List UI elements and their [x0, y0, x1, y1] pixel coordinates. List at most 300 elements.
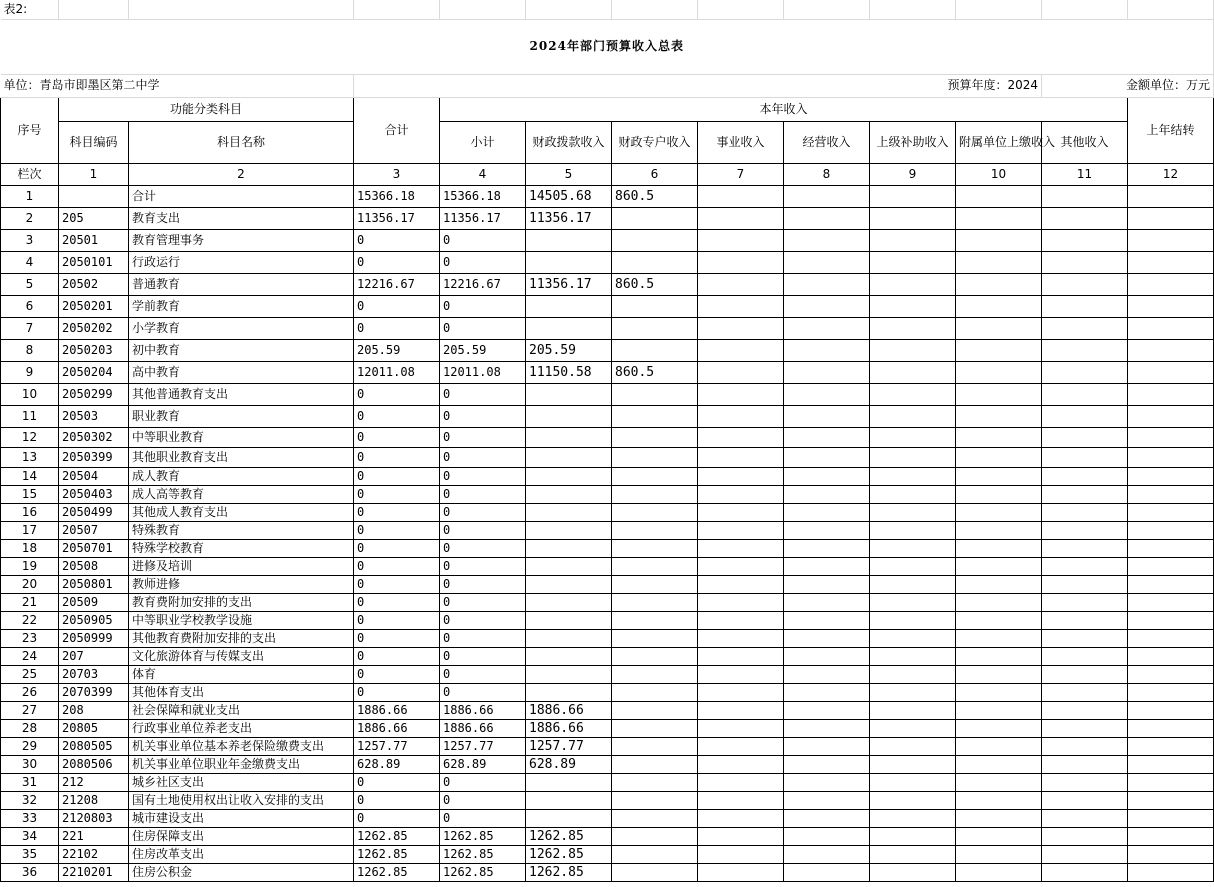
- row-fiscal-special[interactable]: [612, 593, 698, 611]
- row-code[interactable]: 20507: [59, 521, 129, 539]
- row-empty-cell[interactable]: [1128, 665, 1214, 683]
- row-seq[interactable]: 20: [1, 575, 59, 593]
- row-empty-cell[interactable]: [956, 185, 1042, 207]
- row-empty-cell[interactable]: [1042, 593, 1128, 611]
- row-fiscal-appropriation[interactable]: [526, 521, 612, 539]
- row-empty-cell[interactable]: [870, 701, 956, 719]
- row-seq[interactable]: 14: [1, 467, 59, 485]
- row-empty-cell[interactable]: [784, 539, 870, 557]
- row-total[interactable]: 0: [354, 593, 440, 611]
- row-fiscal-appropriation[interactable]: 1262.85: [526, 863, 612, 881]
- row-empty-cell[interactable]: [698, 295, 784, 317]
- row-code[interactable]: 2050204: [59, 361, 129, 383]
- row-seq[interactable]: 3: [1, 229, 59, 251]
- row-empty-cell[interactable]: [698, 539, 784, 557]
- row-fiscal-special[interactable]: [612, 629, 698, 647]
- row-empty-cell[interactable]: [698, 427, 784, 447]
- row-empty-cell[interactable]: [698, 503, 784, 521]
- row-fiscal-appropriation[interactable]: [526, 683, 612, 701]
- row-empty-cell[interactable]: [698, 317, 784, 339]
- row-empty-cell[interactable]: [956, 383, 1042, 405]
- row-name[interactable]: 教师进修: [129, 575, 354, 593]
- row-empty-cell[interactable]: [956, 295, 1042, 317]
- row-name[interactable]: 机关事业单位基本养老保险缴费支出: [129, 737, 354, 755]
- row-fiscal-special[interactable]: [612, 539, 698, 557]
- row-code[interactable]: 2120803: [59, 809, 129, 827]
- row-subtotal[interactable]: 1262.85: [440, 863, 526, 881]
- row-total[interactable]: 0: [354, 503, 440, 521]
- row-empty-cell[interactable]: [1128, 521, 1214, 539]
- row-seq[interactable]: 15: [1, 485, 59, 503]
- row-empty-cell[interactable]: [870, 827, 956, 845]
- row-empty-cell[interactable]: [1128, 737, 1214, 755]
- row-empty-cell[interactable]: [870, 503, 956, 521]
- row-empty-cell[interactable]: [784, 317, 870, 339]
- row-empty-cell[interactable]: [870, 361, 956, 383]
- row-empty-cell[interactable]: [784, 427, 870, 447]
- row-seq[interactable]: 5: [1, 273, 59, 295]
- row-empty-cell[interactable]: [1042, 719, 1128, 737]
- row-fiscal-appropriation[interactable]: [526, 665, 612, 683]
- row-empty-cell[interactable]: [698, 593, 784, 611]
- row-seq[interactable]: 11: [1, 405, 59, 427]
- row-code[interactable]: 20703: [59, 665, 129, 683]
- row-empty-cell[interactable]: [698, 701, 784, 719]
- row-empty-cell[interactable]: [784, 575, 870, 593]
- row-empty-cell[interactable]: [1128, 557, 1214, 575]
- row-fiscal-appropriation[interactable]: [526, 427, 612, 447]
- row-empty-cell[interactable]: [1042, 755, 1128, 773]
- row-fiscal-appropriation[interactable]: [526, 791, 612, 809]
- row-empty-cell[interactable]: [1128, 317, 1214, 339]
- row-fiscal-special[interactable]: [612, 317, 698, 339]
- row-total[interactable]: 0: [354, 773, 440, 791]
- row-empty-cell[interactable]: [784, 361, 870, 383]
- row-empty-cell[interactable]: [870, 773, 956, 791]
- row-code[interactable]: 20501: [59, 229, 129, 251]
- row-empty-cell[interactable]: [698, 339, 784, 361]
- row-name[interactable]: 教育费附加安排的支出: [129, 593, 354, 611]
- row-code[interactable]: 2050203: [59, 339, 129, 361]
- row-empty-cell[interactable]: [1042, 647, 1128, 665]
- row-empty-cell[interactable]: [1042, 791, 1128, 809]
- row-empty-cell[interactable]: [1128, 503, 1214, 521]
- row-empty-cell[interactable]: [1042, 229, 1128, 251]
- row-empty-cell[interactable]: [956, 251, 1042, 273]
- row-name[interactable]: 体育: [129, 665, 354, 683]
- row-subtotal[interactable]: 11356.17: [440, 207, 526, 229]
- row-empty-cell[interactable]: [956, 273, 1042, 295]
- row-seq[interactable]: 22: [1, 611, 59, 629]
- row-empty-cell[interactable]: [870, 809, 956, 827]
- row-empty-cell[interactable]: [1128, 647, 1214, 665]
- row-fiscal-special[interactable]: [612, 557, 698, 575]
- row-empty-cell[interactable]: [1128, 773, 1214, 791]
- row-empty-cell[interactable]: [1042, 827, 1128, 845]
- row-name[interactable]: 高中教育: [129, 361, 354, 383]
- row-empty-cell[interactable]: [1042, 701, 1128, 719]
- row-subtotal[interactable]: 1262.85: [440, 845, 526, 863]
- row-total[interactable]: 0: [354, 521, 440, 539]
- row-name[interactable]: 机关事业单位职业年金缴费支出: [129, 755, 354, 773]
- row-total[interactable]: 0: [354, 611, 440, 629]
- row-empty-cell[interactable]: [784, 647, 870, 665]
- row-empty-cell[interactable]: [1042, 317, 1128, 339]
- row-fiscal-special[interactable]: [612, 719, 698, 737]
- row-total[interactable]: 0: [354, 629, 440, 647]
- row-fiscal-appropriation[interactable]: [526, 317, 612, 339]
- row-empty-cell[interactable]: [784, 295, 870, 317]
- row-empty-cell[interactable]: [870, 229, 956, 251]
- row-fiscal-special[interactable]: [612, 383, 698, 405]
- row-empty-cell[interactable]: [1042, 773, 1128, 791]
- row-total[interactable]: 0: [354, 683, 440, 701]
- row-fiscal-appropriation[interactable]: 1262.85: [526, 845, 612, 863]
- row-empty-cell[interactable]: [1042, 427, 1128, 447]
- row-empty-cell[interactable]: [698, 863, 784, 881]
- row-fiscal-appropriation[interactable]: [526, 229, 612, 251]
- row-fiscal-special[interactable]: [612, 251, 698, 273]
- row-empty-cell[interactable]: [784, 405, 870, 427]
- row-code[interactable]: 2050299: [59, 383, 129, 405]
- row-empty-cell[interactable]: [784, 827, 870, 845]
- row-total[interactable]: 0: [354, 575, 440, 593]
- row-seq[interactable]: 18: [1, 539, 59, 557]
- row-subtotal[interactable]: 0: [440, 665, 526, 683]
- row-empty-cell[interactable]: [698, 185, 784, 207]
- row-name[interactable]: 成人教育: [129, 467, 354, 485]
- row-empty-cell[interactable]: [698, 383, 784, 405]
- row-empty-cell[interactable]: [1042, 447, 1128, 467]
- row-empty-cell[interactable]: [784, 273, 870, 295]
- row-empty-cell[interactable]: [784, 467, 870, 485]
- row-code[interactable]: 20509: [59, 593, 129, 611]
- row-empty-cell[interactable]: [784, 447, 870, 467]
- row-empty-cell[interactable]: [956, 361, 1042, 383]
- row-seq[interactable]: 1: [1, 185, 59, 207]
- row-empty-cell[interactable]: [956, 809, 1042, 827]
- row-empty-cell[interactable]: [870, 539, 956, 557]
- row-total[interactable]: 1262.85: [354, 827, 440, 845]
- row-total[interactable]: 1262.85: [354, 845, 440, 863]
- row-empty-cell[interactable]: [956, 339, 1042, 361]
- row-empty-cell[interactable]: [698, 361, 784, 383]
- row-seq[interactable]: 13: [1, 447, 59, 467]
- row-empty-cell[interactable]: [698, 405, 784, 427]
- row-fiscal-appropriation[interactable]: 14505.68: [526, 185, 612, 207]
- row-empty-cell[interactable]: [1128, 683, 1214, 701]
- row-empty-cell[interactable]: [956, 827, 1042, 845]
- row-empty-cell[interactable]: [1042, 467, 1128, 485]
- row-empty-cell[interactable]: [1128, 575, 1214, 593]
- row-seq[interactable]: 8: [1, 339, 59, 361]
- row-seq[interactable]: 25: [1, 665, 59, 683]
- row-empty-cell[interactable]: [698, 719, 784, 737]
- row-name[interactable]: 住房保障支出: [129, 827, 354, 845]
- row-name[interactable]: 其他体育支出: [129, 683, 354, 701]
- row-fiscal-appropriation[interactable]: [526, 809, 612, 827]
- row-empty-cell[interactable]: [784, 611, 870, 629]
- row-name[interactable]: 城乡社区支出: [129, 773, 354, 791]
- row-empty-cell[interactable]: [698, 773, 784, 791]
- row-code[interactable]: 2080506: [59, 755, 129, 773]
- row-fiscal-special[interactable]: [612, 845, 698, 863]
- row-empty-cell[interactable]: [1042, 503, 1128, 521]
- row-total[interactable]: 0: [354, 485, 440, 503]
- row-empty-cell[interactable]: [956, 845, 1042, 863]
- row-seq[interactable]: 27: [1, 701, 59, 719]
- row-empty-cell[interactable]: [1042, 629, 1128, 647]
- row-empty-cell[interactable]: [1128, 827, 1214, 845]
- row-seq[interactable]: 29: [1, 737, 59, 755]
- row-empty-cell[interactable]: [1128, 485, 1214, 503]
- row-empty-cell[interactable]: [1042, 809, 1128, 827]
- row-subtotal[interactable]: 0: [440, 447, 526, 467]
- row-name[interactable]: 中等职业学校教学设施: [129, 611, 354, 629]
- row-fiscal-appropriation[interactable]: [526, 539, 612, 557]
- row-empty-cell[interactable]: [956, 317, 1042, 339]
- row-fiscal-appropriation[interactable]: [526, 447, 612, 467]
- row-subtotal[interactable]: 0: [440, 593, 526, 611]
- row-subtotal[interactable]: 0: [440, 405, 526, 427]
- row-fiscal-special[interactable]: [612, 485, 698, 503]
- row-code[interactable]: 2210201: [59, 863, 129, 881]
- row-empty-cell[interactable]: [956, 755, 1042, 773]
- row-empty-cell[interactable]: [870, 251, 956, 273]
- row-fiscal-special[interactable]: [612, 665, 698, 683]
- row-total[interactable]: 0: [354, 665, 440, 683]
- row-seq[interactable]: 16: [1, 503, 59, 521]
- row-total[interactable]: 12216.67: [354, 273, 440, 295]
- row-empty-cell[interactable]: [956, 427, 1042, 447]
- row-subtotal[interactable]: 0: [440, 647, 526, 665]
- row-empty-cell[interactable]: [870, 427, 956, 447]
- row-empty-cell[interactable]: [1128, 755, 1214, 773]
- row-subtotal[interactable]: 0: [440, 611, 526, 629]
- row-empty-cell[interactable]: [956, 593, 1042, 611]
- row-name[interactable]: 国有土地使用权出让收入安排的支出: [129, 791, 354, 809]
- row-subtotal[interactable]: 0: [440, 791, 526, 809]
- row-empty-cell[interactable]: [698, 755, 784, 773]
- row-name[interactable]: 社会保障和就业支出: [129, 701, 354, 719]
- row-subtotal[interactable]: 1262.85: [440, 827, 526, 845]
- row-empty-cell[interactable]: [1042, 521, 1128, 539]
- row-seq[interactable]: 9: [1, 361, 59, 383]
- row-name[interactable]: 特殊教育: [129, 521, 354, 539]
- row-subtotal[interactable]: 1886.66: [440, 701, 526, 719]
- row-code[interactable]: 2050302: [59, 427, 129, 447]
- row-empty-cell[interactable]: [870, 557, 956, 575]
- row-empty-cell[interactable]: [698, 845, 784, 863]
- row-fiscal-appropriation[interactable]: [526, 503, 612, 521]
- row-total[interactable]: 0: [354, 251, 440, 273]
- row-total[interactable]: 11356.17: [354, 207, 440, 229]
- row-name[interactable]: 城市建设支出: [129, 809, 354, 827]
- row-fiscal-appropriation[interactable]: [526, 405, 612, 427]
- row-subtotal[interactable]: 0: [440, 295, 526, 317]
- row-total[interactable]: 12011.08: [354, 361, 440, 383]
- row-fiscal-appropriation[interactable]: [526, 575, 612, 593]
- row-total[interactable]: 0: [354, 229, 440, 251]
- row-fiscal-special[interactable]: [612, 467, 698, 485]
- row-empty-cell[interactable]: [870, 611, 956, 629]
- row-empty-cell[interactable]: [870, 665, 956, 683]
- row-empty-cell[interactable]: [1042, 273, 1128, 295]
- row-empty-cell[interactable]: [1042, 611, 1128, 629]
- row-code[interactable]: [59, 185, 129, 207]
- row-seq[interactable]: 34: [1, 827, 59, 845]
- row-seq[interactable]: 35: [1, 845, 59, 863]
- row-empty-cell[interactable]: [1128, 427, 1214, 447]
- row-subtotal[interactable]: 0: [440, 557, 526, 575]
- row-fiscal-special[interactable]: [612, 339, 698, 361]
- row-subtotal[interactable]: 628.89: [440, 755, 526, 773]
- row-total[interactable]: 628.89: [354, 755, 440, 773]
- row-subtotal[interactable]: 12011.08: [440, 361, 526, 383]
- row-fiscal-appropriation[interactable]: 628.89: [526, 755, 612, 773]
- row-total[interactable]: 1257.77: [354, 737, 440, 755]
- row-seq[interactable]: 2: [1, 207, 59, 229]
- row-empty-cell[interactable]: [784, 755, 870, 773]
- row-empty-cell[interactable]: [698, 521, 784, 539]
- row-empty-cell[interactable]: [1042, 405, 1128, 427]
- row-empty-cell[interactable]: [698, 273, 784, 295]
- row-empty-cell[interactable]: [784, 683, 870, 701]
- row-fiscal-special[interactable]: [612, 447, 698, 467]
- row-empty-cell[interactable]: [698, 647, 784, 665]
- row-name[interactable]: 其他普通教育支出: [129, 383, 354, 405]
- row-empty-cell[interactable]: [1128, 185, 1214, 207]
- row-empty-cell[interactable]: [1042, 295, 1128, 317]
- row-code[interactable]: 2050499: [59, 503, 129, 521]
- row-empty-cell[interactable]: [1128, 405, 1214, 427]
- row-empty-cell[interactable]: [956, 665, 1042, 683]
- row-code[interactable]: 22102: [59, 845, 129, 863]
- row-subtotal[interactable]: 0: [440, 317, 526, 339]
- row-fiscal-appropriation[interactable]: [526, 611, 612, 629]
- row-empty-cell[interactable]: [1128, 701, 1214, 719]
- row-total[interactable]: 0: [354, 447, 440, 467]
- row-code[interactable]: 208: [59, 701, 129, 719]
- row-empty-cell[interactable]: [784, 773, 870, 791]
- row-empty-cell[interactable]: [784, 185, 870, 207]
- row-code[interactable]: 20504: [59, 467, 129, 485]
- row-fiscal-appropriation[interactable]: [526, 647, 612, 665]
- row-fiscal-special[interactable]: [612, 863, 698, 881]
- row-seq[interactable]: 36: [1, 863, 59, 881]
- row-subtotal[interactable]: 0: [440, 773, 526, 791]
- row-empty-cell[interactable]: [784, 557, 870, 575]
- row-fiscal-special[interactable]: [612, 503, 698, 521]
- row-fiscal-special[interactable]: [612, 737, 698, 755]
- row-empty-cell[interactable]: [870, 467, 956, 485]
- row-total[interactable]: 0: [354, 557, 440, 575]
- row-fiscal-special[interactable]: [612, 611, 698, 629]
- row-fiscal-appropriation[interactable]: 1262.85: [526, 827, 612, 845]
- row-fiscal-appropriation[interactable]: 1886.66: [526, 719, 612, 737]
- row-empty-cell[interactable]: [956, 229, 1042, 251]
- row-total[interactable]: 1262.85: [354, 863, 440, 881]
- row-empty-cell[interactable]: [1042, 185, 1128, 207]
- row-empty-cell[interactable]: [870, 737, 956, 755]
- row-total[interactable]: 0: [354, 791, 440, 809]
- row-subtotal[interactable]: 0: [440, 521, 526, 539]
- row-name[interactable]: 成人高等教育: [129, 485, 354, 503]
- row-empty-cell[interactable]: [698, 575, 784, 593]
- row-seq[interactable]: 28: [1, 719, 59, 737]
- row-fiscal-special[interactable]: [612, 683, 698, 701]
- row-empty-cell[interactable]: [698, 809, 784, 827]
- row-empty-cell[interactable]: [784, 251, 870, 273]
- row-empty-cell[interactable]: [1042, 557, 1128, 575]
- row-fiscal-special[interactable]: [612, 647, 698, 665]
- row-empty-cell[interactable]: [1128, 229, 1214, 251]
- row-empty-cell[interactable]: [784, 207, 870, 229]
- row-code[interactable]: 2050701: [59, 539, 129, 557]
- row-seq[interactable]: 26: [1, 683, 59, 701]
- row-seq[interactable]: 4: [1, 251, 59, 273]
- row-fiscal-special[interactable]: [612, 521, 698, 539]
- row-seq[interactable]: 30: [1, 755, 59, 773]
- row-empty-cell[interactable]: [1128, 629, 1214, 647]
- row-fiscal-appropriation[interactable]: 11356.17: [526, 207, 612, 229]
- row-total[interactable]: 205.59: [354, 339, 440, 361]
- row-empty-cell[interactable]: [956, 629, 1042, 647]
- row-fiscal-appropriation[interactable]: [526, 629, 612, 647]
- row-code[interactable]: 2050201: [59, 295, 129, 317]
- row-empty-cell[interactable]: [1042, 539, 1128, 557]
- row-empty-cell[interactable]: [956, 737, 1042, 755]
- row-name[interactable]: 住房改革支出: [129, 845, 354, 863]
- row-name[interactable]: 普通教育: [129, 273, 354, 295]
- row-empty-cell[interactable]: [1128, 207, 1214, 229]
- row-fiscal-special[interactable]: [612, 701, 698, 719]
- row-empty-cell[interactable]: [698, 229, 784, 251]
- row-total[interactable]: 1886.66: [354, 701, 440, 719]
- row-empty-cell[interactable]: [956, 701, 1042, 719]
- row-subtotal[interactable]: 0: [440, 229, 526, 251]
- row-empty-cell[interactable]: [1042, 485, 1128, 503]
- row-total[interactable]: 0: [354, 809, 440, 827]
- row-name[interactable]: 住房公积金: [129, 863, 354, 881]
- row-fiscal-special[interactable]: 860.5: [612, 361, 698, 383]
- row-code[interactable]: 20502: [59, 273, 129, 295]
- row-empty-cell[interactable]: [784, 863, 870, 881]
- row-code[interactable]: 221: [59, 827, 129, 845]
- row-total[interactable]: 0: [354, 295, 440, 317]
- row-seq[interactable]: 24: [1, 647, 59, 665]
- row-fiscal-appropriation[interactable]: [526, 773, 612, 791]
- row-subtotal[interactable]: 0: [440, 251, 526, 273]
- row-code[interactable]: 2050999: [59, 629, 129, 647]
- row-subtotal[interactable]: 0: [440, 575, 526, 593]
- row-empty-cell[interactable]: [784, 719, 870, 737]
- row-empty-cell[interactable]: [698, 737, 784, 755]
- row-code[interactable]: 205: [59, 207, 129, 229]
- row-empty-cell[interactable]: [870, 521, 956, 539]
- row-empty-cell[interactable]: [1128, 361, 1214, 383]
- row-seq[interactable]: 10: [1, 383, 59, 405]
- row-empty-cell[interactable]: [870, 447, 956, 467]
- row-name[interactable]: 教育支出: [129, 207, 354, 229]
- row-empty-cell[interactable]: [870, 185, 956, 207]
- row-empty-cell[interactable]: [784, 593, 870, 611]
- row-name[interactable]: 教育管理事务: [129, 229, 354, 251]
- row-empty-cell[interactable]: [956, 503, 1042, 521]
- row-empty-cell[interactable]: [870, 863, 956, 881]
- row-empty-cell[interactable]: [870, 647, 956, 665]
- row-empty-cell[interactable]: [870, 755, 956, 773]
